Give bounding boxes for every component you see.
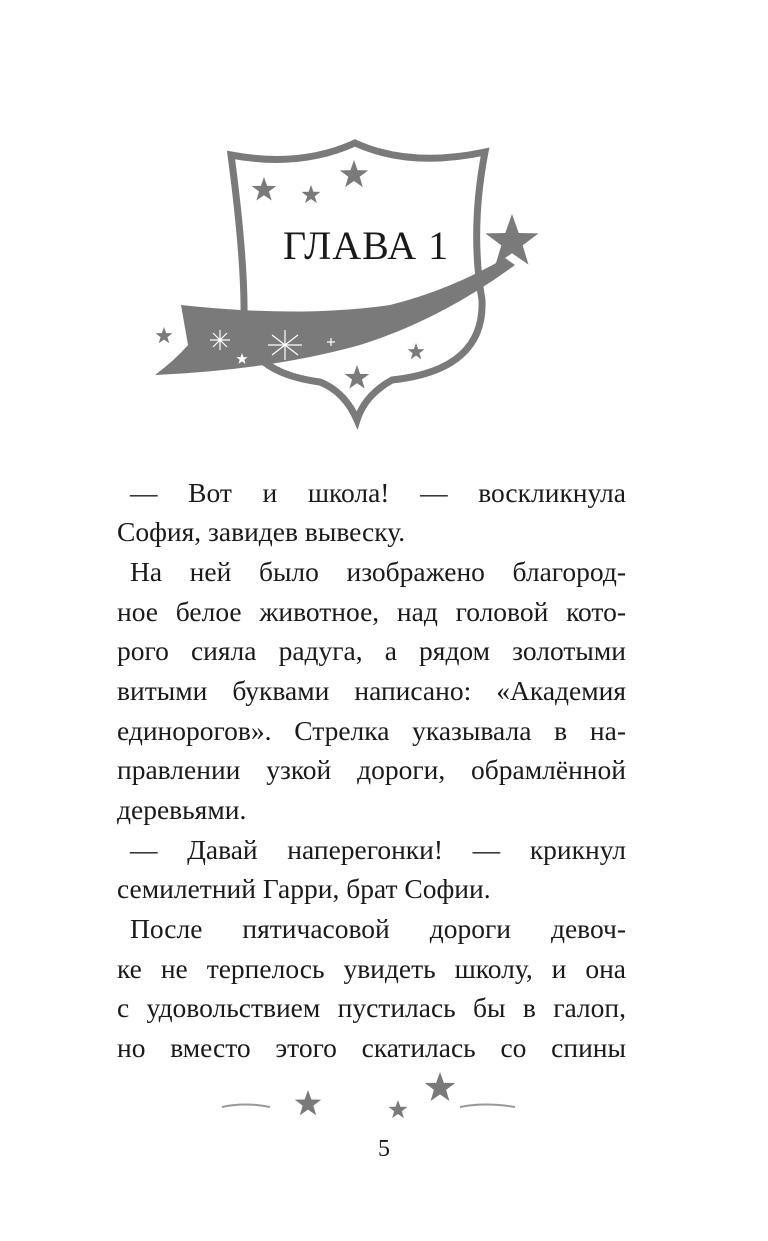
text-line: ке не терпелось увидеть школу, и она	[117, 953, 626, 984]
text-line: но вместо этого скатилась со спины	[117, 1032, 626, 1063]
chapter-emblem-shield-icon	[0, 0, 768, 440]
text-line: — Давай наперегонки! — крикнул	[130, 834, 626, 865]
text-line: деревьями.	[117, 794, 247, 825]
text-line: ное белое животное, над головой кото-	[117, 596, 626, 627]
text-line: София, завидев вывеску.	[117, 516, 406, 547]
text-line: семилетний Гарри, брат Софии.	[117, 873, 491, 904]
page-number: 5	[378, 1136, 390, 1162]
text-line: с удовольствием пустилась бы в галоп,	[117, 992, 626, 1023]
text-line: рого сияла радуга, а рядом золотыми	[117, 635, 626, 666]
text-line: витыми буквами написано: «Академия	[117, 675, 626, 706]
chapter-title: ГЛАВА 1	[283, 223, 450, 268]
text-line: После пятичасовой дороги девоч-	[130, 913, 626, 944]
text-line: правлении узкой дороги, обрамлённой	[117, 754, 626, 785]
text-line: единорогов». Стрелка указывала в на-	[117, 715, 626, 746]
text-line: На ней было изображено благород-	[130, 556, 626, 587]
text-line: — Вот и школа! — воскликнула	[130, 477, 626, 508]
